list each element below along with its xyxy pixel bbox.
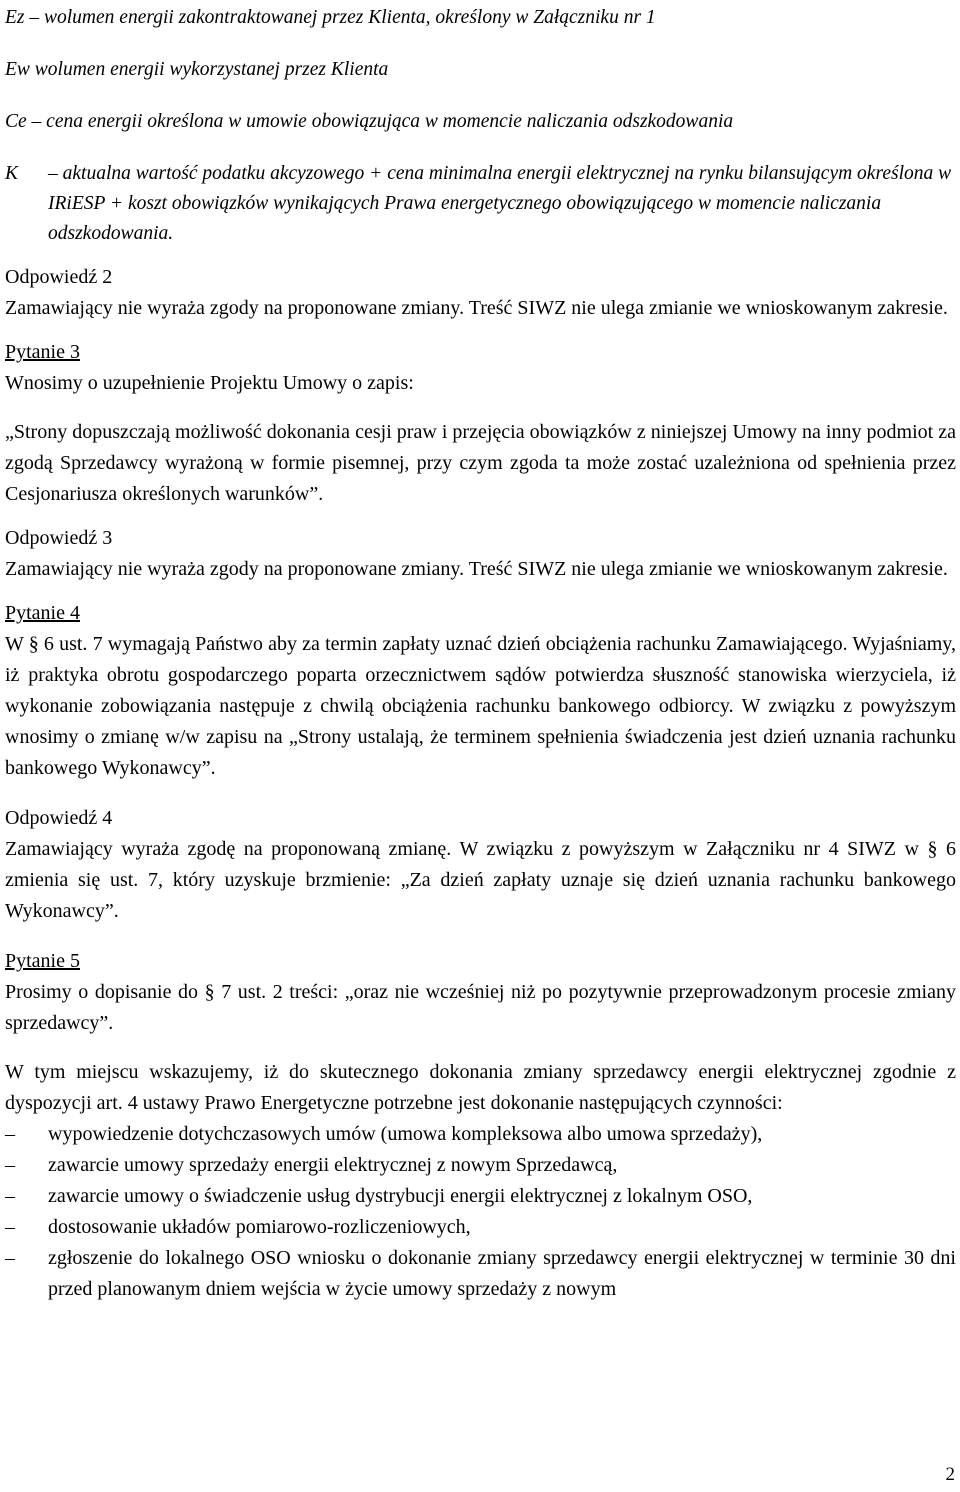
answer-2-heading: Odpowiedź 2 [5,266,113,288]
definition-symbol: Ew [5,59,30,80]
answer-4-text: Zamawiający wyraża zgodę na proponowaną zmianę. W związku z powyższym w Załączniku nr 4 SIWZ w § 6 zmienia się ust. 7, który uzyskuje brzmienie: „Za dzień zapłaty uznaje się dzień uznania rachunku bankowego Wykonawcy”. [5,838,956,922]
list-item [5,1181,956,1212]
answer-2-text: Zamawiający nie wyraża zgody na proponowane zmiany. Treść SIWZ nie ulega zmianie we wnioskowanym zakresie. [5,297,948,319]
activities-list [5,1119,956,1305]
definition-text: – wolumen energii zakontraktowanej przez Klienta, określony w Załączniku nr 1 [29,7,656,28]
question-3-quote: „Strony dopuszczają możliwość dokonania cesji praw i przejęcia obowiązków z niniejszej Umowy na inny podmiot za zgodą Sprzedawcy wyrażoną w formie pisemnej, przy czym zgoda ta może zostać uzależniona od spełnienia przez Cesjonariusza określonych warunków”. [5,421,956,505]
list-item-text: zgłoszenie do lokalnego OSO wniosku o dokonanie zmiany sprzedawcy energii elektrycznej w terminie 30 dni przed planowanym dniem wejścia w życie umowy sprzedaży z nowym [48,1247,956,1300]
dash-bullet: – [5,1154,15,1176]
question-3-heading-text: Pytanie 3 [5,341,80,363]
definition-ew [5,55,956,85]
list-item [5,1119,956,1150]
definition-k [5,159,956,249]
list-item-text: dostosowanie układów pomiarowo-rozliczeniowych, [48,1216,471,1238]
definition-ez [5,3,956,33]
list-item-text: wypowiedzenie dotychczasowych umów (umowa kompleksowa albo umowa sprzedaży), [48,1123,763,1145]
question-5-heading [5,945,956,977]
list-item [5,1212,956,1243]
question-4-heading-text: Pytanie 4 [5,602,80,624]
dash-bullet: – [5,1185,15,1207]
document-page [5,0,956,1305]
dash-bullet: – [5,1216,15,1238]
question-3-heading [5,336,956,368]
definition-ce [5,107,956,137]
list-item-text: zawarcie umowy o świadczenie usług dystrybucji energii elektrycznej z lokalnym OSO, [48,1185,753,1207]
question-4-heading [5,597,956,629]
answer-3-heading: Odpowiedź 3 [5,527,113,549]
definition-text: – aktualna wartość podatku akcyzowego + cena minimalna energii elektrycznej na rynku bilansującym określona w IRiESP + koszt obowiązków wynikających Prawa energetycznego obowiązującego w momencie naliczania odszkodowania. [48,163,952,244]
question-4-text: W § 6 ust. 7 wymagają Państwo aby za termin zapłaty uznać dzień obciążenia rachunku Zamawiającego. Wyjaśniamy, iż praktyka obrotu gospodarczego poparta orzecznictwem sądów potwierdza słuszność stanowiska wierzyciela, iż wykonanie zobowiązania następuje z chwilą obciążenia rachunku bankowego odbiorcy. W związku z powyższym wnosimy o zmianę w/w zapisu na „Strony ustalają, że terminem spełnienia świadczenia jest dzień uznania rachunku bankowego Wykonawcy”. [5,633,956,779]
definition-symbol: Ce [5,111,27,132]
definition-symbol: Ez [5,7,25,28]
definition-symbol: K [5,163,19,184]
answer-3-text: Zamawiający nie wyraża zgody na proponowane zmiany. Treść SIWZ nie ulega zmianie we wnioskowanym zakresie. [5,558,948,580]
list-item [5,1150,956,1181]
page-number: 2 [945,1464,955,1485]
question-5-explanation: W tym miejscu wskazujemy, iż do skutecznego dokonania zmiany sprzedawcy energii elektrycznej zgodnie z dyspozycji art. 4 ustawy Prawo Energetyczne potrzebne jest dokonanie następujących czynności: [5,1061,956,1114]
dash-bullet: – [5,1123,15,1145]
dash-bullet: – [5,1247,15,1269]
definitions-list [5,3,956,249]
list-item-text: zawarcie umowy sprzedaży energii elektrycznej z nowym Sprzedawcą, [48,1154,618,1176]
list-item [5,1243,956,1305]
answer-4-heading: Odpowiedź 4 [5,807,113,829]
definition-text: wolumen energii wykorzystanej przez Klienta [34,59,389,80]
question-5-text: Prosimy o dopisanie do § 7 ust. 2 treści: „oraz nie wcześniej niż po pozytywnie przeprowadzonym procesie zmiany sprzedawcy”. [5,981,956,1034]
question-5-heading-text: Pytanie 5 [5,950,80,972]
question-3-intro: Wnosimy o uzupełnienie Projektu Umowy o zapis: [5,372,414,394]
definition-text: – cena energii określona w umowie obowiązująca w momencie naliczania odszkodowania [31,111,734,132]
